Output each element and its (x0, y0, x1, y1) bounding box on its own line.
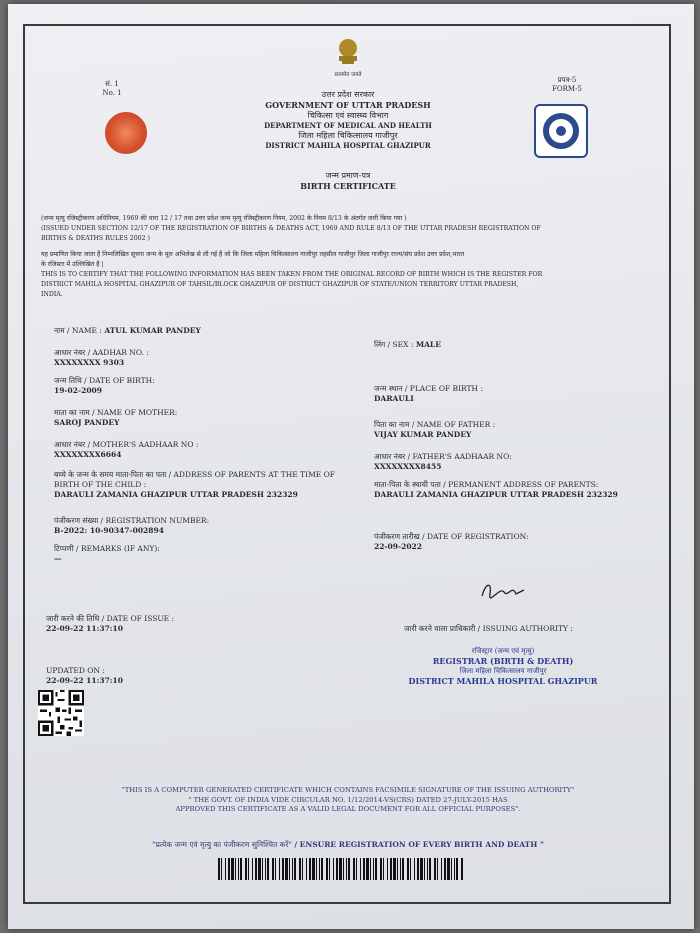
qr-code-icon (38, 690, 84, 736)
registrar-stamp: रजिस्ट्रार (जन्म एवं मृत्यु) REGISTRAR (BIRTH & DEATH) जिला महिला चिकित्सालय गाजीपुर DISTRICT MAHILA HOSPITAL GHAZIPUR (408, 647, 598, 686)
name-field: नाम / NAME : ATUL KUMAR PANDEY (54, 326, 201, 335)
aadhar-value: XXXXXXXX 9303 (54, 358, 125, 367)
issue-date-block (46, 614, 306, 634)
father-aadhaar-value: XXXXXXXX8455 (374, 462, 442, 471)
aadhar-label: आधार नंबर / AADHAR NO. : (54, 348, 149, 357)
mother-value: SAROJ PANDEY (54, 418, 120, 427)
serial-number: सं. 1 No. 1 (102, 80, 122, 97)
birth-address-value: DARAULI ZAMANIA GHAZIPUR UTTAR PRADESH 232329 (54, 490, 298, 499)
footer-slogan: "प्रत्येक जन्म एवं मृत्यु का पंजीकरण सुनिश्चित करें" / ENSURE REGISTRATION OF EVERY BIRTH AND DEATH " (152, 840, 544, 849)
registration-date-value: 22-09-2022 (374, 542, 422, 551)
updated-block (46, 666, 206, 686)
updated-value: 22-09-22 11:37:10 (46, 676, 123, 685)
permanent-address-value: DARAULI ZAMANIA GHAZIPUR UTTAR PRADESH 232329 (374, 490, 618, 499)
father-value: VIJAY KUMAR PANDEY (374, 430, 472, 439)
crs-logo-icon (534, 104, 588, 158)
national-emblem-icon (333, 38, 363, 72)
preamble: (जन्म मृत्यु रजिस्ट्रीकरण अधिनियम, 1969 की धारा 12 / 17 तथा उत्तर प्रदेश जन्म मृत्यु रजिस्ट्रीकरण नियम, 2002 के नियम 8/13 के अंतर्गत जारी किया गया ) (ISSUED UNDER SECTION 12/17 OF THE REGISTRATION OF BIRTHS & DEATHS ACT, 1969 AND RULE 8/13 OF THE UTTAR PRADESH REGISTRATION OF BIRTHS & DEATHS RULES 2002 ) यह प्रमाणित किया जाता है निम्नलिखित सूचना जन्म के मूल अभिलेख से ली गई है जो कि जिला महिला चिकित्सालय गाजीपुर तहसील गाजीपुर जिला गाजीपुर राज्य/संघ प्रदेश उत्तर प्रदेश,भारत के रजिस्टर में उल्लिखित है | THIS IS TO CERTIFY THAT THE FOLLOWING INFORMATION HAS BEEN TAKEN FROM THE ORIGINAL RECORD OF BIRTH WHICH IS THE REGISTER FOR DISTRICT MAHILA HOSPITAL GHAZIPUR OF TAHSIL/BLOCK GHAZIPUR OF DISTRICT GHAZIPUR OF STATE/UNION TERRITORY UTTAR PRADESH, INDIA. (41, 215, 543, 298)
issue-date-value: 22-09-22 11:37:10 (46, 624, 123, 633)
updated-label: UPDATED ON : (46, 666, 105, 675)
permanent-address-label: माता-पिता के स्थायी पता / PERMANENT ADDRESS OF PARENTS: (374, 480, 599, 489)
father-label: पिता का नाम / NAME OF FATHER : (374, 420, 496, 429)
mother-aadhaar-label: आधार नंबर / MOTHER'S AADHAAR NO : (54, 440, 199, 449)
footer-notes: "THIS IS A COMPUTER GENERATED CERTIFICATE WHICH CONTAINS FACSIMILE SIGNATURE OF THE ISSUING AUTHORITY" " THE GOVT. OF INDIA VIDE CIRCULAR NO. 1/12/2014-VS(CRS) DATED 27-JULY-2015 HAS APPROVED THIS CERTIFICATE AS A VALID LEGAL DOCUMENT FOR ALL OFFICIAL PURPOSES". (121, 786, 575, 813)
certificate-paper (8, 4, 694, 929)
barcode-icon (218, 858, 464, 880)
dob-value: 19-02-2009 (54, 386, 102, 395)
dob-label: जन्म तिथि / DATE OF BIRTH: (54, 376, 155, 385)
registration-date-label: पंजीकरण तारीख / DATE OF REGISTRATION: (374, 532, 529, 541)
form-number: प्रपत्र-5 FORM-5 (552, 76, 582, 93)
pob-value: DARAULI (374, 394, 414, 403)
remarks-label: टिप्पणी / REMARKS (IF ANY): (54, 544, 160, 553)
left-fields: नाम / NAME : ATUL KUMAR PANDEY आधार नंबर / AADHAR NO. : XXXXXXXX 9303 जन्म तिथि / DATE OF BIRTH: 19-02-2009 माता का नाम / NAME OF MOTHER: SAROJ PANDEY आधार नंबर / MOTHER'S AADHAAR NO : XXXXXXXX6664 बच्चे के जन्म के समय माता-पिता का पता / ADDRESS OF PARENTS AT THE TIME OF BIRTH OF THE CHILD : DARAULI ZAMANIA GHAZIPUR UTTAR PRADESH 232329 पंजीकरण संख्या / REGISTRATION NUMBER: B-2022: 10-90347-002894 टिप्पणी / REMARKS (IF ANY): — (54, 326, 374, 564)
issuing-authority-label: जारी करने वाला प्राधिकारी / ISSUING AUTHORITY : (404, 624, 573, 633)
remarks-value: — (54, 554, 62, 563)
issue-date-label: जारी करने की तिथि / DATE OF ISSUE : (46, 614, 175, 623)
father-aadhaar-label: आधार नंबर / FATHER'S AADHAAR NO: (374, 452, 512, 461)
up-govt-seal-icon (105, 112, 147, 154)
birth-address-label: बच्चे के जन्म के समय माता-पिता का पता / ADDRESS OF PARENTS AT THE TIME OF (54, 470, 335, 479)
sex-field: लिंग / SEX : MALE (374, 340, 441, 349)
registration-number-label: पंजीकरण संख्या / REGISTRATION NUMBER: (54, 516, 210, 525)
issuer-header: उत्तर प्रदेश सरकार GOVERNMENT OF UTTAR PRADESH चिकित्सा एवं स्वास्थ्य विभाग DEPARTMENT OF MEDICAL AND HEALTH जिला महिला चिकित्सालय गाजीपुर DISTRICT MAHILA HOSPITAL GHAZIPUR (264, 90, 432, 150)
certificate-title: जन्म प्रमाण-पत्र BIRTH CERTIFICATE (300, 171, 396, 191)
mother-label: माता का नाम / NAME OF MOTHER: (54, 408, 178, 417)
signature-icon (478, 580, 528, 602)
registration-number-value: B-2022: 10-90347-002894 (54, 526, 164, 535)
mother-aadhaar-value: XXXXXXXX6664 (54, 450, 122, 459)
emblem-caption: सत्यमेव जयते (334, 72, 362, 78)
pob-label: जन्म स्थान / PLACE OF BIRTH : (374, 384, 483, 393)
right-fields (374, 340, 654, 552)
